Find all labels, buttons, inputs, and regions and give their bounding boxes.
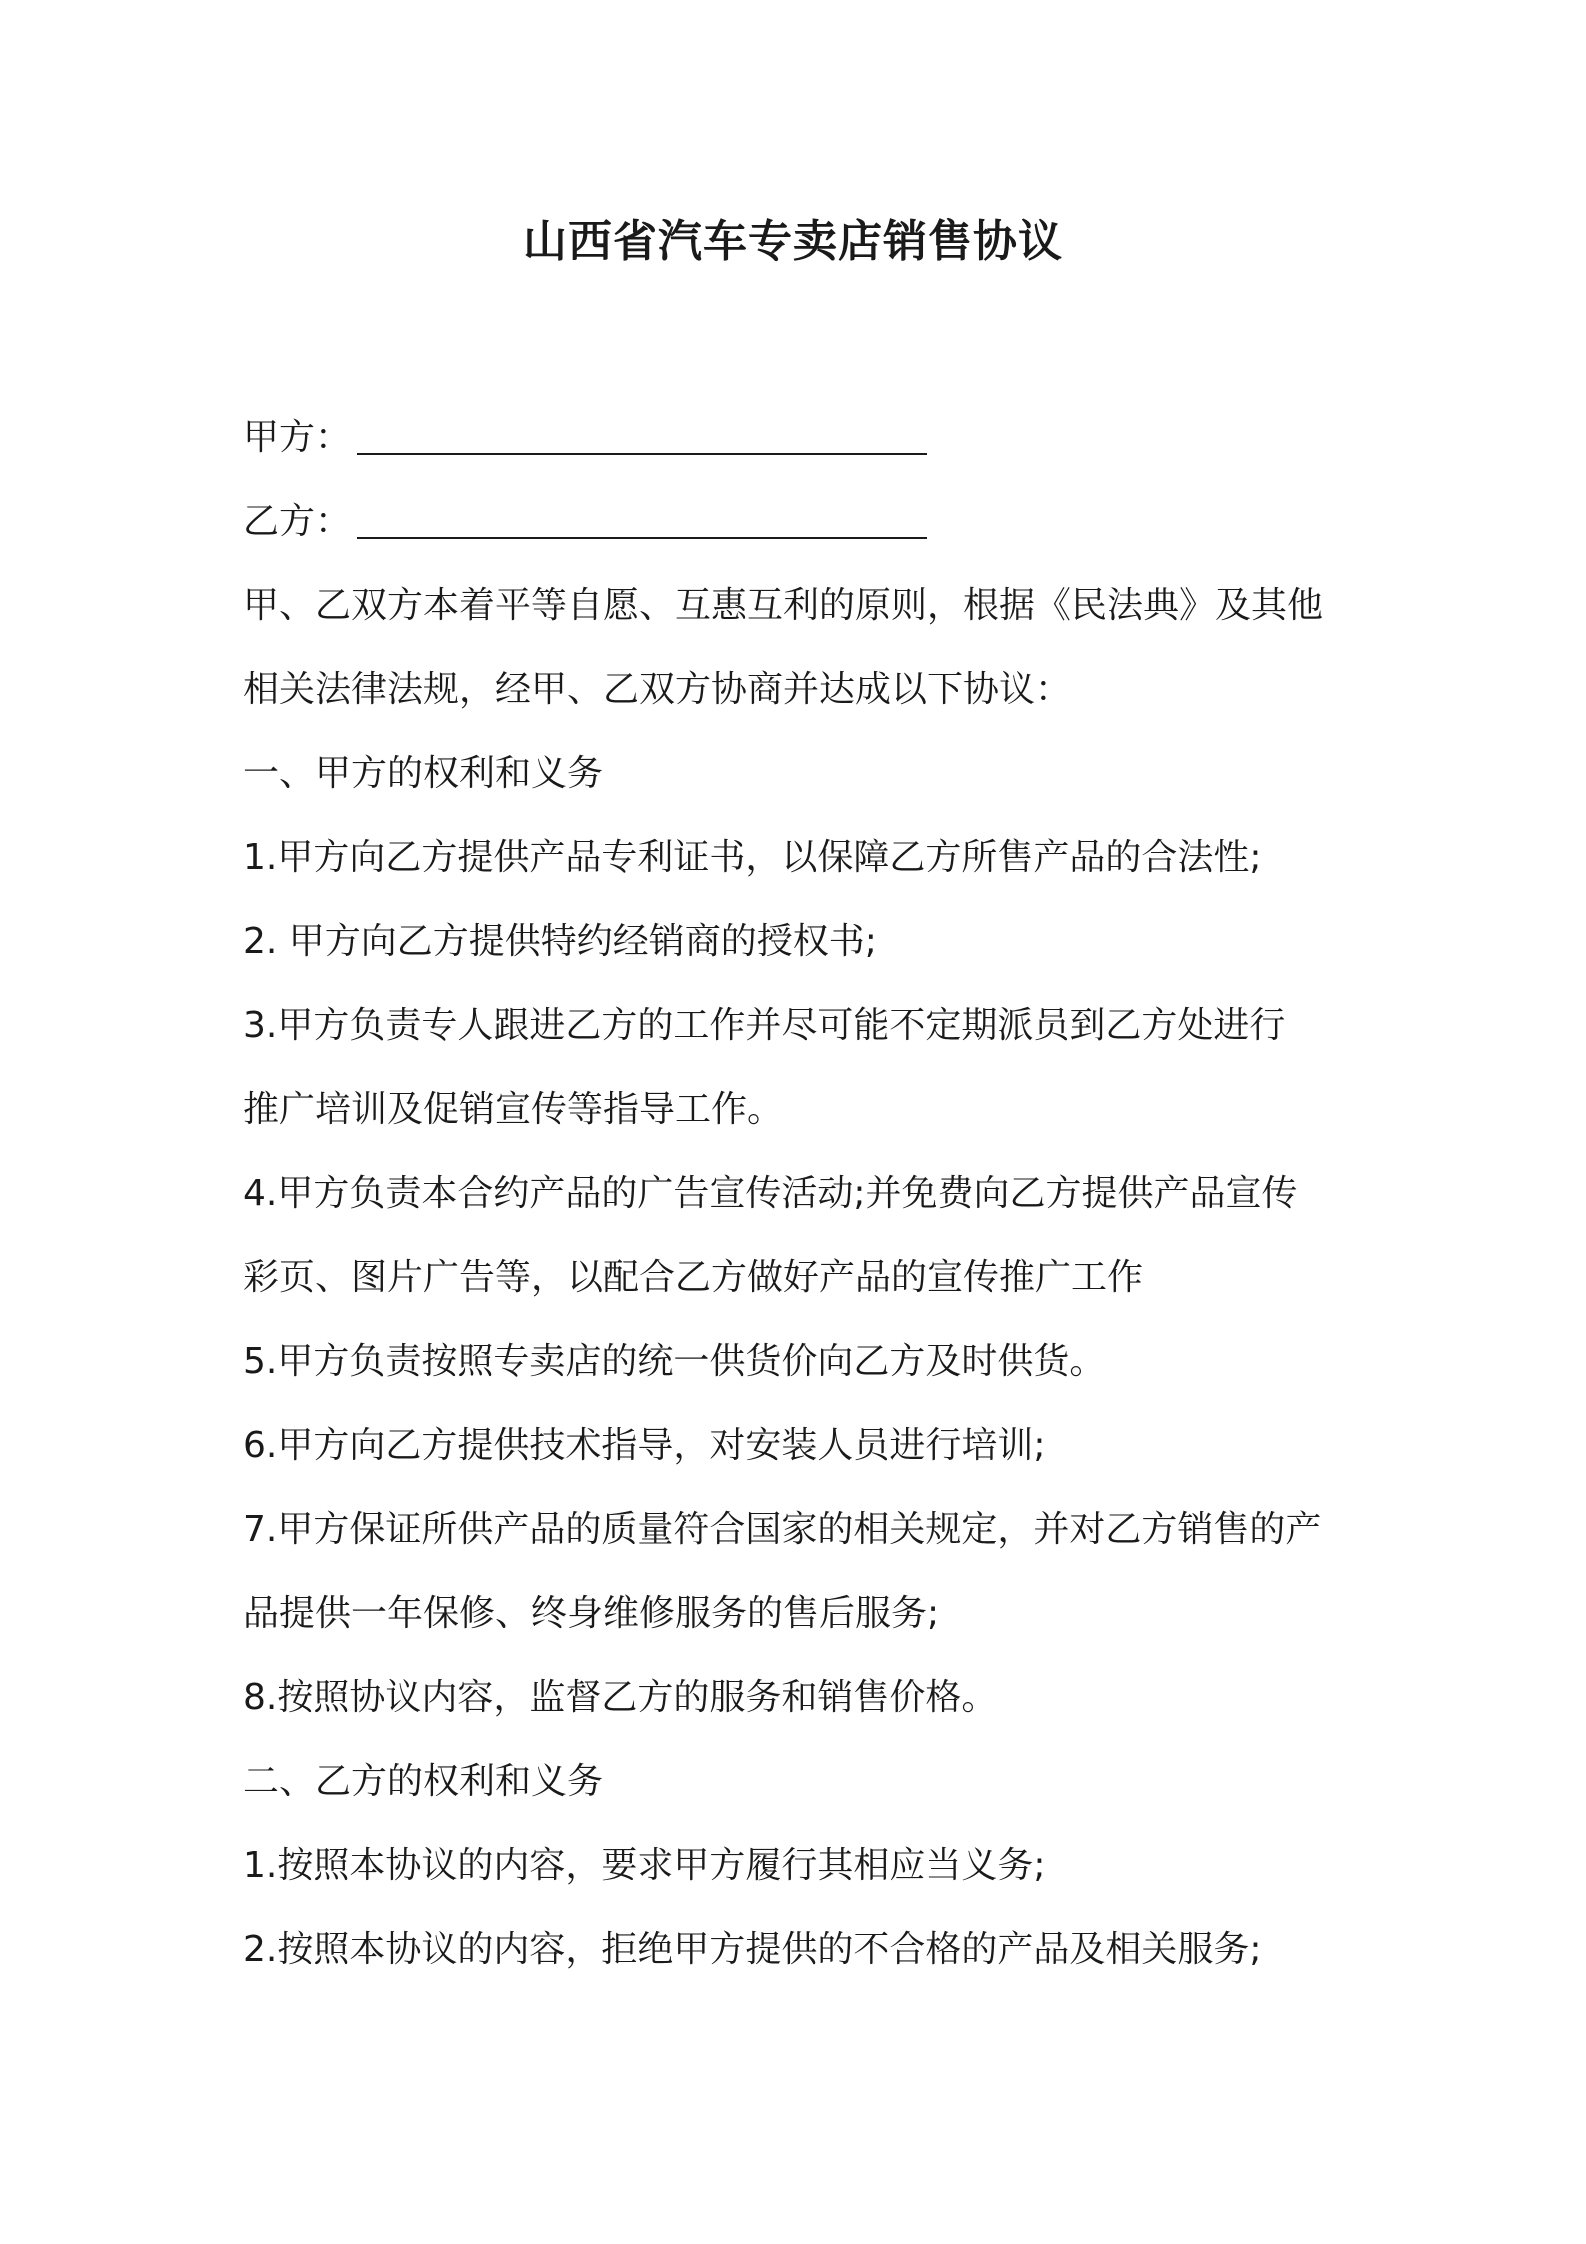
clause-a-3-line-2: 推广培训及促销宣传等指导工作。 <box>243 1089 784 1130</box>
clause-a-4-line-1: 4.甲方负责本合约产品的广告宣传活动;并免费向乙方提供产品宣传 <box>243 1173 1298 1214</box>
clause-a-1: 1.甲方向乙方提供产品专利证书，以保障乙方所售产品的合法性; <box>243 837 1262 878</box>
clause-b-2: 2.按照本协议的内容，拒绝甲方提供的不合格的产品及相关服务; <box>243 1929 1262 1970</box>
clause-a-6: 6.甲方向乙方提供技术指导，对安装人员进行培训; <box>243 1425 1046 1466</box>
party-a-label: 甲方： <box>243 417 352 458</box>
party-b-line <box>243 498 1373 546</box>
section-heading-party-b: 二、乙方的权利和义务 <box>243 1761 604 1802</box>
section-heading-party-a: 一、甲方的权利和义务 <box>243 753 604 794</box>
clause-b-1: 1.按照本协议的内容，要求甲方履行其相应当义务; <box>243 1845 1046 1886</box>
party-b-blank <box>357 507 927 539</box>
preamble-line-2: 相关法律法规，经甲、乙双方协商并达成以下协议： <box>243 669 1072 710</box>
party-a-blank <box>357 423 927 455</box>
party-a-line <box>243 414 1373 462</box>
clause-a-7-line-2: 品提供一年保修、终身维修服务的售后服务; <box>243 1593 940 1634</box>
clause-a-5: 5.甲方负责按照专卖店的统一供货价向乙方及时供货。 <box>243 1341 1106 1382</box>
document-title: 山西省汽车专卖店销售协议 <box>523 216 1063 267</box>
preamble-line-1: 甲、乙双方本着平等自愿、互惠互利的原则，根据《民法典》及其他 <box>243 585 1324 626</box>
clause-a-2: 2. 甲方向乙方提供特约经销商的授权书; <box>243 921 877 962</box>
clause-a-3-line-1: 3.甲方负责专人跟进乙方的工作并尽可能不定期派员到乙方处进行 <box>243 1005 1286 1046</box>
clause-a-7-line-1: 7.甲方保证所供产品的质量符合国家的相关规定，并对乙方销售的产 <box>243 1509 1322 1550</box>
clause-a-4-line-2: 彩页、图片广告等，以配合乙方做好产品的宣传推广工作 <box>243 1257 1144 1298</box>
clause-a-8: 8.按照协议内容，监督乙方的服务和销售价格。 <box>243 1677 998 1718</box>
party-b-label: 乙方： <box>243 501 352 542</box>
